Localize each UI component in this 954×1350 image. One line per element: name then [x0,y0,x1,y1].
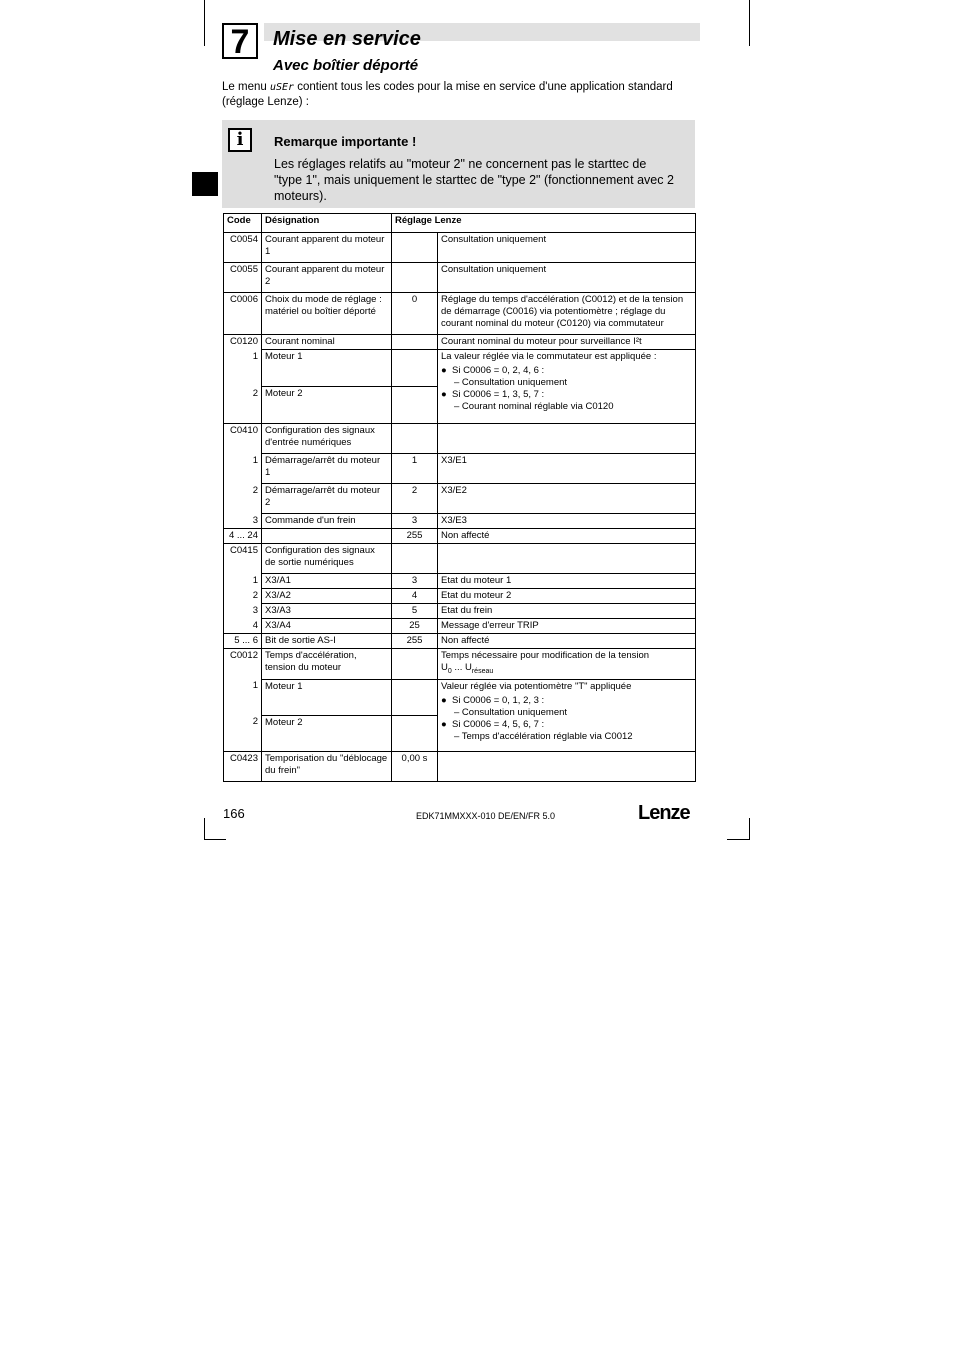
code-cell: C0012 [224,649,262,680]
crop-mark [749,0,750,46]
code-cell: 1 [224,574,262,589]
designation-cell: Courant apparent du moteur 2 [262,263,392,293]
description-cell: X3/E3 [438,514,696,529]
c0012-desc-line1: Temps nécessaire pour modification de la tension [441,650,650,661]
description-cell: Etat du moteur 1 [438,574,696,589]
value-cell [392,424,438,454]
value-cell [392,350,438,387]
dash-item: – Consultation uniquement [454,706,568,718]
table-row [224,604,696,619]
intro-paragraph [222,80,696,109]
designation-cell: Configuration des signaux d'entrée numériques [262,424,392,454]
description-cell [438,424,696,454]
document-code: EDK71MMXXX-010 DE/EN/FR 5.0 [416,811,556,821]
crop-mark [204,839,226,840]
chapter-tab-marker [192,172,218,196]
dash-item: – Courant nominal réglable via C0120 [454,401,614,412]
menu-code: uSEr [269,82,295,93]
header-designation: Désignation [262,214,392,233]
code-cell: 2 [224,387,262,424]
chapter-number: 7 [222,23,258,59]
designation-cell: Moteur 1 [262,679,392,715]
codes-table [223,213,696,782]
value-cell: 3 [392,514,438,529]
description-cell: X3/E2 [438,484,696,514]
designation-cell: X3/A1 [262,574,392,589]
table-row [224,679,696,715]
designation-cell: Courant apparent du moteur 1 [262,233,392,263]
designation-cell: Moteur 2 [262,715,392,751]
bullet-item: ● Si C0006 = 1, 3, 5, 7 : [441,389,545,400]
page-number: 166 [223,806,245,821]
bullet-item: ● Si C0006 = 0, 2, 4, 6 : [441,365,545,376]
c0012-intro: Valeur réglée via potentiomètre "T" appliquée [441,680,632,692]
table-row [224,424,696,454]
value-cell: 0,00 s [392,751,438,781]
code-cell: C0423 [224,751,262,781]
designation-cell [262,529,392,544]
table-row [224,574,696,589]
page-subtitle: Avec boîtier déporté [273,57,419,74]
description-cell: Etat du moteur 2 [438,589,696,604]
code-cell: C0120 [224,335,262,350]
table-row [224,293,696,335]
designation-cell: Commande d'un frein [262,514,392,529]
header-lenze-setting: Réglage Lenze [392,214,696,233]
designation-cell: Temps d'accélération, tension du moteur [262,649,392,680]
bullet-item: ● Si C0006 = 4, 5, 6, 7 : [441,718,545,730]
table-row [224,634,696,649]
table-row [224,350,696,387]
description-cell-merged [438,679,696,751]
value-cell: 3 [392,574,438,589]
designation-cell: Démarrage/arrêt du moteur 1 [262,454,392,484]
crop-mark [727,839,750,840]
value-cell: 0 [392,293,438,335]
designation-cell: Moteur 2 [262,387,392,424]
code-cell: 1 [224,350,262,387]
description-cell: Consultation uniquement [438,233,696,263]
value-cell: 2 [392,484,438,514]
table-row [224,529,696,544]
description-cell: Non affecté [438,529,696,544]
designation-cell: Configuration des signaux de sortie numériques [262,544,392,574]
bullet-item: ● Si C0006 = 0, 1, 2, 3 : [441,694,545,706]
table-row [224,619,696,634]
code-cell: 5 ... 6 [224,634,262,649]
description-cell: Courant nominal du moteur pour surveillance I²t [438,335,696,350]
designation-cell: X3/A3 [262,604,392,619]
code-cell: 3 [224,514,262,529]
lenze-logo: Lenze [638,802,690,824]
dash-item: – Temps d'accélération réglable via C0012 [454,730,633,742]
intro-text-before: Le menu [222,81,270,93]
code-cell: C0054 [224,233,262,263]
page-title: Mise en service [273,28,421,50]
designation-cell: X3/A2 [262,589,392,604]
header-code: Code [224,214,262,233]
value-cell: 1 [392,454,438,484]
table-row [224,335,696,350]
value-cell: 4 [392,589,438,604]
intro-text-after: contient tous les codes pour la mise en service d'une application standard (réglage Lenze) : [222,81,673,108]
value-cell [392,544,438,574]
note-text: Les réglages relatifs au "moteur 2" ne concernent pas le starttec de "type 1", mais uniquement le starttec de "type 2" (fonctionnement avec 2 moteurs). [274,157,674,203]
value-cell: 5 [392,604,438,619]
table-row [224,454,696,484]
description-cell [438,649,696,680]
value-cell: 255 [392,634,438,649]
table-row [224,514,696,529]
value-cell [392,263,438,293]
description-cell [438,751,696,781]
description-cell: X3/E1 [438,454,696,484]
value-cell [392,387,438,424]
value-cell: 255 [392,529,438,544]
code-cell: C0415 [224,544,262,574]
crop-mark [204,0,205,46]
value-cell [392,679,438,715]
description-cell [438,544,696,574]
c0120-intro: La valeur réglée via le commutateur est appliquée : [441,351,657,362]
designation-cell: Courant nominal [262,335,392,350]
dash-item: – Consultation uniquement [454,377,568,388]
description-cell: Message d'erreur TRIP [438,619,696,634]
description-cell: Etat du frein [438,604,696,619]
table-row [224,751,696,781]
code-cell: C0006 [224,293,262,335]
code-cell: C0410 [224,424,262,454]
code-cell: C0055 [224,263,262,293]
value-cell [392,649,438,680]
code-cell: 4 [224,619,262,634]
table-row [224,649,696,680]
table-row [224,233,696,263]
designation-cell: Moteur 1 [262,350,392,387]
designation-cell: Choix du mode de réglage : matériel ou boîtier déporté [262,293,392,335]
table-row [224,484,696,514]
code-cell: 2 [224,589,262,604]
code-cell: 1 [224,454,262,484]
note-title: Remarque importante ! [274,134,417,149]
table-header-row [224,214,696,233]
table-row [224,589,696,604]
crop-mark [749,818,750,840]
c0012-desc-line2: $U_0$ ... $U_{réseau}$ [441,662,494,675]
description-cell-merged [438,350,696,424]
code-cell: 3 [224,604,262,619]
designation-cell: Bit de sortie AS-I [262,634,392,649]
code-cell: 1 [224,679,262,715]
code-cell: 2 [224,715,262,751]
table-row [224,544,696,574]
code-cell: 4 ... 24 [224,529,262,544]
designation-cell: Temporisation du "déblocage du frein" [262,751,392,781]
designation-cell: Démarrage/arrêt du moteur 2 [262,484,392,514]
value-cell [392,233,438,263]
crop-mark [204,818,205,840]
value-cell [392,715,438,751]
description-cell: Consultation uniquement [438,263,696,293]
info-icon: i [228,128,252,152]
value-cell: 25 [392,619,438,634]
designation-cell: X3/A4 [262,619,392,634]
table-row [224,263,696,293]
code-cell: 2 [224,484,262,514]
description-cell: Réglage du temps d'accélération (C0012) et de la tension de démarrage (C0016) via potentiomètre ; réglage du courant nominal du moteur (C0120) via commutateur [438,293,696,335]
description-cell: Non affecté [438,634,696,649]
value-cell [392,335,438,350]
